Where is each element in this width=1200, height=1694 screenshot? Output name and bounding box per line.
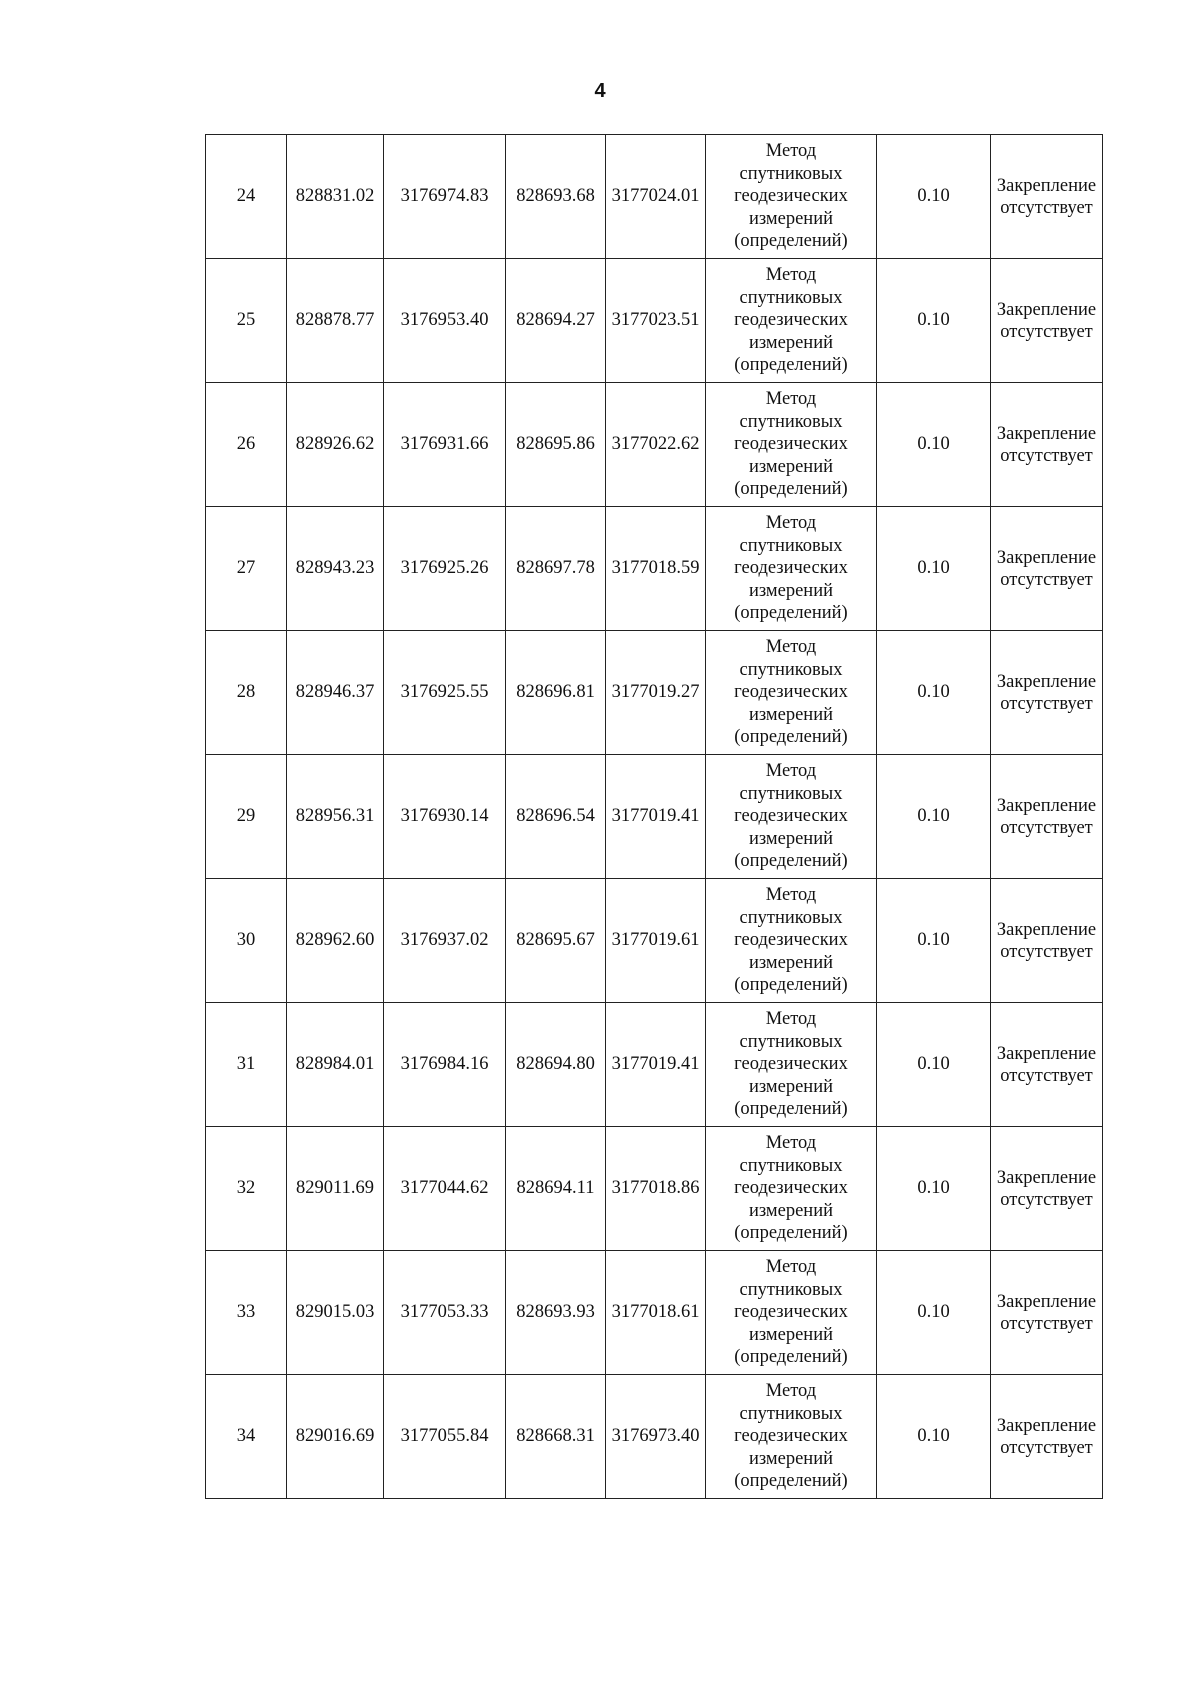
- method-line: спутниковых: [739, 1403, 843, 1424]
- method-line: Метод: [765, 1133, 817, 1154]
- fixing-line: Закрепление: [996, 919, 1097, 940]
- method-line: (определений): [734, 231, 848, 252]
- method-line: геодезических: [734, 930, 848, 951]
- point-number-cell: 28: [206, 631, 287, 755]
- point-number-cell: 33: [206, 1251, 287, 1375]
- fixing-cell: [991, 1251, 1103, 1375]
- x-existing-cell: 828984.01: [287, 1003, 384, 1127]
- method-line: Метод: [765, 761, 817, 782]
- fixing-line: Закрепление: [996, 1167, 1097, 1188]
- coordinates-table: [205, 134, 1103, 1499]
- method-line: геодезических: [734, 186, 848, 207]
- x-new-cell: 828695.67: [506, 879, 606, 1003]
- point-number-cell: 34: [206, 1375, 287, 1499]
- table-row: [206, 879, 1103, 1003]
- fixing-line: отсутствует: [1000, 1189, 1093, 1210]
- accuracy-cell: 0.10: [877, 259, 991, 383]
- method-line: Метод: [765, 389, 817, 410]
- y-new-cell: 3177019.61: [606, 879, 706, 1003]
- x-new-cell: 828694.80: [506, 1003, 606, 1127]
- method-line: (определений): [734, 851, 848, 872]
- point-number-cell: 30: [206, 879, 287, 1003]
- y-existing-cell: 3176930.14: [384, 755, 506, 879]
- x-existing-cell: 828943.23: [287, 507, 384, 631]
- fixing-line: отсутствует: [1000, 569, 1093, 590]
- method-line: геодезических: [734, 682, 848, 703]
- fixing-cell: [991, 1127, 1103, 1251]
- table-row: [206, 259, 1103, 383]
- y-new-cell: 3177018.59: [606, 507, 706, 631]
- accuracy-cell: 0.10: [877, 507, 991, 631]
- y-existing-cell: 3177053.33: [384, 1251, 506, 1375]
- method-line: (определений): [734, 479, 848, 500]
- fixing-cell: [991, 507, 1103, 631]
- point-number-cell: 29: [206, 755, 287, 879]
- method-line: измерений: [748, 456, 834, 477]
- fixing-cell: [991, 879, 1103, 1003]
- x-new-cell: 828693.93: [506, 1251, 606, 1375]
- fixing-line: отсутствует: [1000, 1437, 1093, 1458]
- method-line: геодезических: [734, 558, 848, 579]
- method-line: измерений: [748, 704, 834, 725]
- method-line: геодезических: [734, 1302, 848, 1323]
- x-existing-cell: 828946.37: [287, 631, 384, 755]
- fixing-line: отсутствует: [1000, 445, 1093, 466]
- x-new-cell: 828694.27: [506, 259, 606, 383]
- method-line: (определений): [734, 1471, 848, 1492]
- method-line: Метод: [765, 885, 817, 906]
- method-cell: [706, 755, 877, 879]
- fixing-cell: [991, 383, 1103, 507]
- fixing-line: Закрепление: [996, 547, 1097, 568]
- method-line: спутниковых: [739, 907, 843, 928]
- y-existing-cell: 3176931.66: [384, 383, 506, 507]
- x-new-cell: 828695.86: [506, 383, 606, 507]
- x-existing-cell: 828878.77: [287, 259, 384, 383]
- method-line: спутниковых: [739, 659, 843, 680]
- fixing-line: Закрепление: [996, 671, 1097, 692]
- method-line: спутниковых: [739, 1031, 843, 1052]
- y-existing-cell: 3176984.16: [384, 1003, 506, 1127]
- fixing-cell: [991, 1375, 1103, 1499]
- method-line: (определений): [734, 975, 848, 996]
- x-existing-cell: 828831.02: [287, 135, 384, 259]
- method-line: Метод: [765, 141, 817, 162]
- table-row: [206, 1251, 1103, 1375]
- table-row: [206, 631, 1103, 755]
- x-existing-cell: 829015.03: [287, 1251, 384, 1375]
- accuracy-cell: 0.10: [877, 135, 991, 259]
- y-existing-cell: 3177055.84: [384, 1375, 506, 1499]
- fixing-cell: [991, 135, 1103, 259]
- fixing-line: Закрепление: [996, 175, 1097, 196]
- x-new-cell: 828693.68: [506, 135, 606, 259]
- method-cell: [706, 383, 877, 507]
- x-existing-cell: 828962.60: [287, 879, 384, 1003]
- fixing-line: отсутствует: [1000, 1065, 1093, 1086]
- point-number-cell: 32: [206, 1127, 287, 1251]
- x-existing-cell: 828926.62: [287, 383, 384, 507]
- method-line: геодезических: [734, 806, 848, 827]
- fixing-line: отсутствует: [1000, 693, 1093, 714]
- x-existing-cell: 828956.31: [287, 755, 384, 879]
- table-row: [206, 507, 1103, 631]
- method-line: измерений: [748, 1200, 834, 1221]
- fixing-line: Закрепление: [996, 423, 1097, 444]
- fixing-line: Закрепление: [996, 795, 1097, 816]
- method-line: геодезических: [734, 434, 848, 455]
- method-line: геодезических: [734, 310, 848, 331]
- y-existing-cell: 3176937.02: [384, 879, 506, 1003]
- fixing-line: отсутствует: [1000, 197, 1093, 218]
- method-cell: [706, 507, 877, 631]
- method-cell: [706, 631, 877, 755]
- method-line: измерений: [748, 952, 834, 973]
- method-line: (определений): [734, 1347, 848, 1368]
- method-line: (определений): [734, 1099, 848, 1120]
- page-number: 4: [594, 80, 606, 102]
- method-line: (определений): [734, 355, 848, 376]
- y-new-cell: 3177019.41: [606, 1003, 706, 1127]
- method-cell: [706, 259, 877, 383]
- fixing-cell: [991, 1003, 1103, 1127]
- method-line: (определений): [734, 727, 848, 748]
- method-line: измерений: [748, 208, 834, 229]
- y-new-cell: 3177018.86: [606, 1127, 706, 1251]
- table-row: [206, 1375, 1103, 1499]
- x-existing-cell: 829011.69: [287, 1127, 384, 1251]
- fixing-line: Закрепление: [996, 1415, 1097, 1436]
- method-line: измерений: [748, 1448, 834, 1469]
- x-new-cell: 828697.78: [506, 507, 606, 631]
- fixing-cell: [991, 755, 1103, 879]
- method-line: измерений: [748, 580, 834, 601]
- method-cell: [706, 1375, 877, 1499]
- fixing-line: отсутствует: [1000, 1313, 1093, 1334]
- method-line: (определений): [734, 1223, 848, 1244]
- method-line: спутниковых: [739, 1155, 843, 1176]
- method-cell: [706, 1127, 877, 1251]
- accuracy-cell: 0.10: [877, 879, 991, 1003]
- method-line: Метод: [765, 1009, 817, 1030]
- coordinates-table-body: [206, 135, 1103, 1499]
- point-number-cell: 24: [206, 135, 287, 259]
- y-new-cell: 3177019.41: [606, 755, 706, 879]
- method-line: (определений): [734, 603, 848, 624]
- method-line: геодезических: [734, 1054, 848, 1075]
- method-line: спутниковых: [739, 163, 843, 184]
- point-number-cell: 26: [206, 383, 287, 507]
- method-cell: [706, 135, 877, 259]
- fixing-line: отсутствует: [1000, 817, 1093, 838]
- y-new-cell: 3177022.62: [606, 383, 706, 507]
- method-line: геодезических: [734, 1178, 848, 1199]
- y-existing-cell: 3176925.55: [384, 631, 506, 755]
- y-existing-cell: 3176925.26: [384, 507, 506, 631]
- y-new-cell: 3177023.51: [606, 259, 706, 383]
- method-line: измерений: [748, 1324, 834, 1345]
- method-line: геодезических: [734, 1426, 848, 1447]
- method-line: спутниковых: [739, 783, 843, 804]
- accuracy-cell: 0.10: [877, 1127, 991, 1251]
- method-cell: [706, 1251, 877, 1375]
- accuracy-cell: 0.10: [877, 383, 991, 507]
- point-number-cell: 25: [206, 259, 287, 383]
- method-line: спутниковых: [739, 287, 843, 308]
- table-row: [206, 1127, 1103, 1251]
- x-new-cell: 828668.31: [506, 1375, 606, 1499]
- method-line: Метод: [765, 513, 817, 534]
- x-existing-cell: 829016.69: [287, 1375, 384, 1499]
- accuracy-cell: 0.10: [877, 631, 991, 755]
- x-new-cell: 828696.54: [506, 755, 606, 879]
- table-row: [206, 755, 1103, 879]
- y-new-cell: 3177019.27: [606, 631, 706, 755]
- fixing-line: Закрепление: [996, 299, 1097, 320]
- x-new-cell: 828694.11: [506, 1127, 606, 1251]
- method-cell: [706, 1003, 877, 1127]
- fixing-cell: [991, 259, 1103, 383]
- method-line: спутниковых: [739, 1279, 843, 1300]
- table-row: [206, 135, 1103, 259]
- accuracy-cell: 0.10: [877, 1375, 991, 1499]
- fixing-cell: [991, 631, 1103, 755]
- method-line: Метод: [765, 1381, 817, 1402]
- method-line: измерений: [748, 828, 834, 849]
- method-cell: [706, 879, 877, 1003]
- method-line: Метод: [765, 265, 817, 286]
- method-line: спутниковых: [739, 411, 843, 432]
- method-line: измерений: [748, 1076, 834, 1097]
- accuracy-cell: 0.10: [877, 755, 991, 879]
- method-line: Метод: [765, 1257, 817, 1278]
- y-new-cell: 3177018.61: [606, 1251, 706, 1375]
- y-existing-cell: 3177044.62: [384, 1127, 506, 1251]
- method-line: спутниковых: [739, 535, 843, 556]
- y-new-cell: 3177024.01: [606, 135, 706, 259]
- fixing-line: отсутствует: [1000, 321, 1093, 342]
- fixing-line: отсутствует: [1000, 941, 1093, 962]
- y-existing-cell: 3176974.83: [384, 135, 506, 259]
- method-line: измерений: [748, 332, 834, 353]
- point-number-cell: 27: [206, 507, 287, 631]
- fixing-line: Закрепление: [996, 1043, 1097, 1064]
- method-line: Метод: [765, 637, 817, 658]
- point-number-cell: 31: [206, 1003, 287, 1127]
- fixing-line: Закрепление: [996, 1291, 1097, 1312]
- table-row: [206, 1003, 1103, 1127]
- accuracy-cell: 0.10: [877, 1251, 991, 1375]
- y-existing-cell: 3176953.40: [384, 259, 506, 383]
- y-new-cell: 3176973.40: [606, 1375, 706, 1499]
- accuracy-cell: 0.10: [877, 1003, 991, 1127]
- table-row: [206, 383, 1103, 507]
- x-new-cell: 828696.81: [506, 631, 606, 755]
